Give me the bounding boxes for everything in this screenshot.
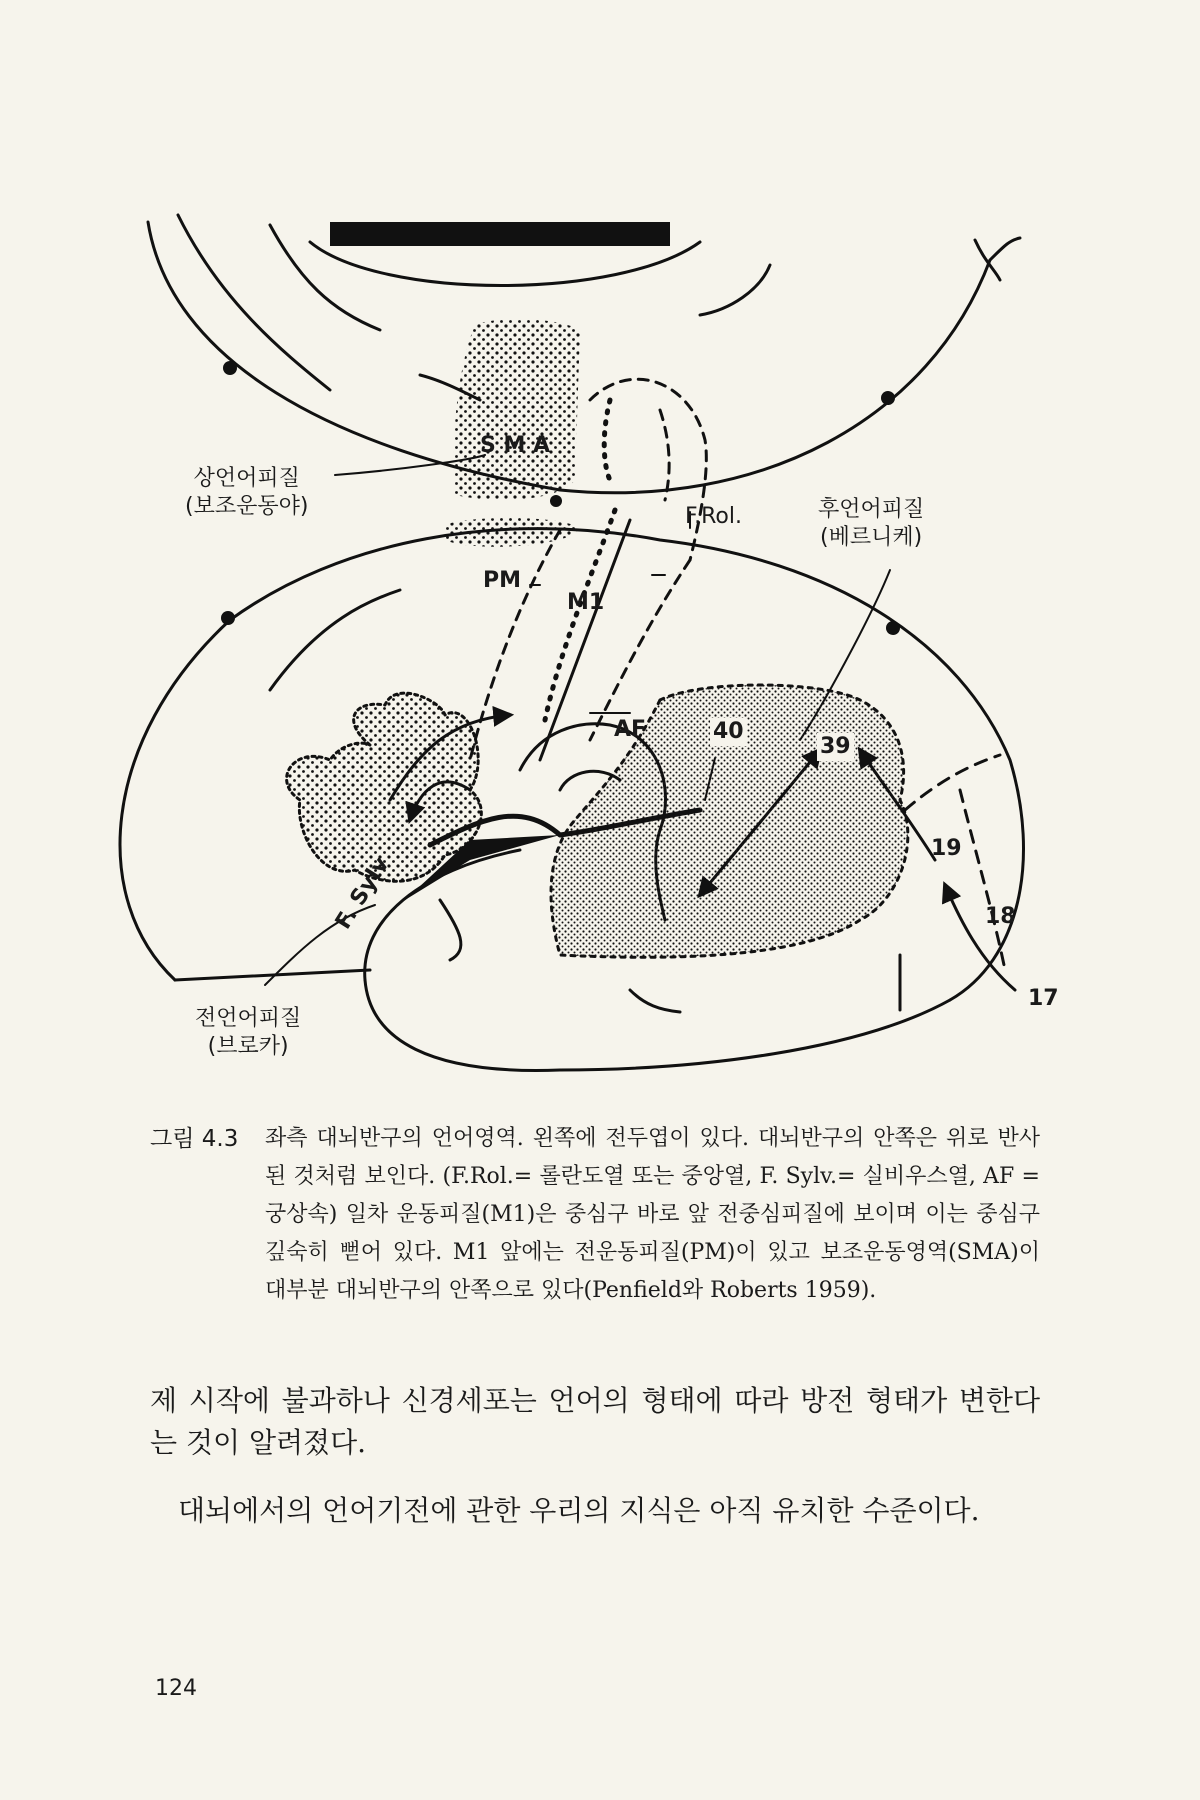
label-area-39: 39 bbox=[817, 733, 854, 761]
label-area-17: 17 bbox=[1028, 986, 1059, 1011]
figure-caption bbox=[150, 1120, 1040, 1310]
body-paragraph-2: 대뇌에서의 언어기전에 관한 우리의 지식은 아직 유치한 수준이다. bbox=[178, 1494, 980, 1527]
label-frol: F.Rol. bbox=[685, 504, 742, 529]
figure-number: 그림 4.3 bbox=[150, 1126, 239, 1152]
posterior-cortex-sub: (베르니케) bbox=[820, 525, 923, 550]
superior-cortex-sub: (보조운동야) bbox=[185, 494, 309, 519]
sma-area bbox=[454, 319, 580, 500]
label-anterior-language-cortex bbox=[195, 1005, 301, 1061]
label-area-19: 19 bbox=[931, 836, 962, 861]
corpus-callosum-outline bbox=[310, 242, 700, 286]
label-area-40: 40 bbox=[710, 718, 747, 746]
medial-hemisphere-outline bbox=[148, 215, 1020, 493]
anterior-cortex-sub: (브로카) bbox=[207, 1034, 289, 1059]
broca-area bbox=[287, 693, 482, 881]
corpus-callosum-hatch bbox=[330, 222, 670, 246]
page-number: 124 bbox=[155, 1676, 197, 1701]
caption-text: 좌측 대뇌반구의 언어영역. 왼쪽에 전두엽이 있다. 대뇌반구의 안쪽은 위로 반사된 것처럼 보인다. (F.Rol.= 롤란도열 또는 중앙열, F. Sylv.= 실비우스열, AF = 궁상속) 일차 운동피질(M1)은 중심구 바로 앞 전중심피질에 보이며 이는 중심구 깊숙히 뻗어 있다. M1 앞에는 전운동피질(PM)이 있고 보조운동영역(SMA)이 대부분 대뇌반구의 안쪽으로 있다(Penfield와 Roberts 1959). bbox=[265, 1126, 1040, 1303]
superior-cortex-name: 상언어피질 bbox=[193, 466, 300, 491]
label-m1: M1 bbox=[567, 590, 605, 615]
label-posterior-language-cortex bbox=[818, 496, 924, 552]
label-area-18: 18 bbox=[985, 904, 1016, 929]
label-sma: S M A bbox=[480, 433, 551, 458]
label-af: AF bbox=[614, 717, 647, 742]
body-paragraph-1: 제 시작에 불과하나 신경세포는 언어의 형태에 따라 방전 형태가 변한다는 것이 알려졌다. bbox=[150, 1384, 1040, 1459]
label-pm: PM bbox=[483, 568, 522, 593]
label-superior-language-cortex bbox=[185, 465, 308, 521]
label-fsylv: F. Sylv bbox=[330, 852, 395, 934]
posterior-cortex-name: 후언어피질 bbox=[818, 497, 925, 522]
anterior-cortex-name: 전언어피질 bbox=[195, 1006, 302, 1031]
